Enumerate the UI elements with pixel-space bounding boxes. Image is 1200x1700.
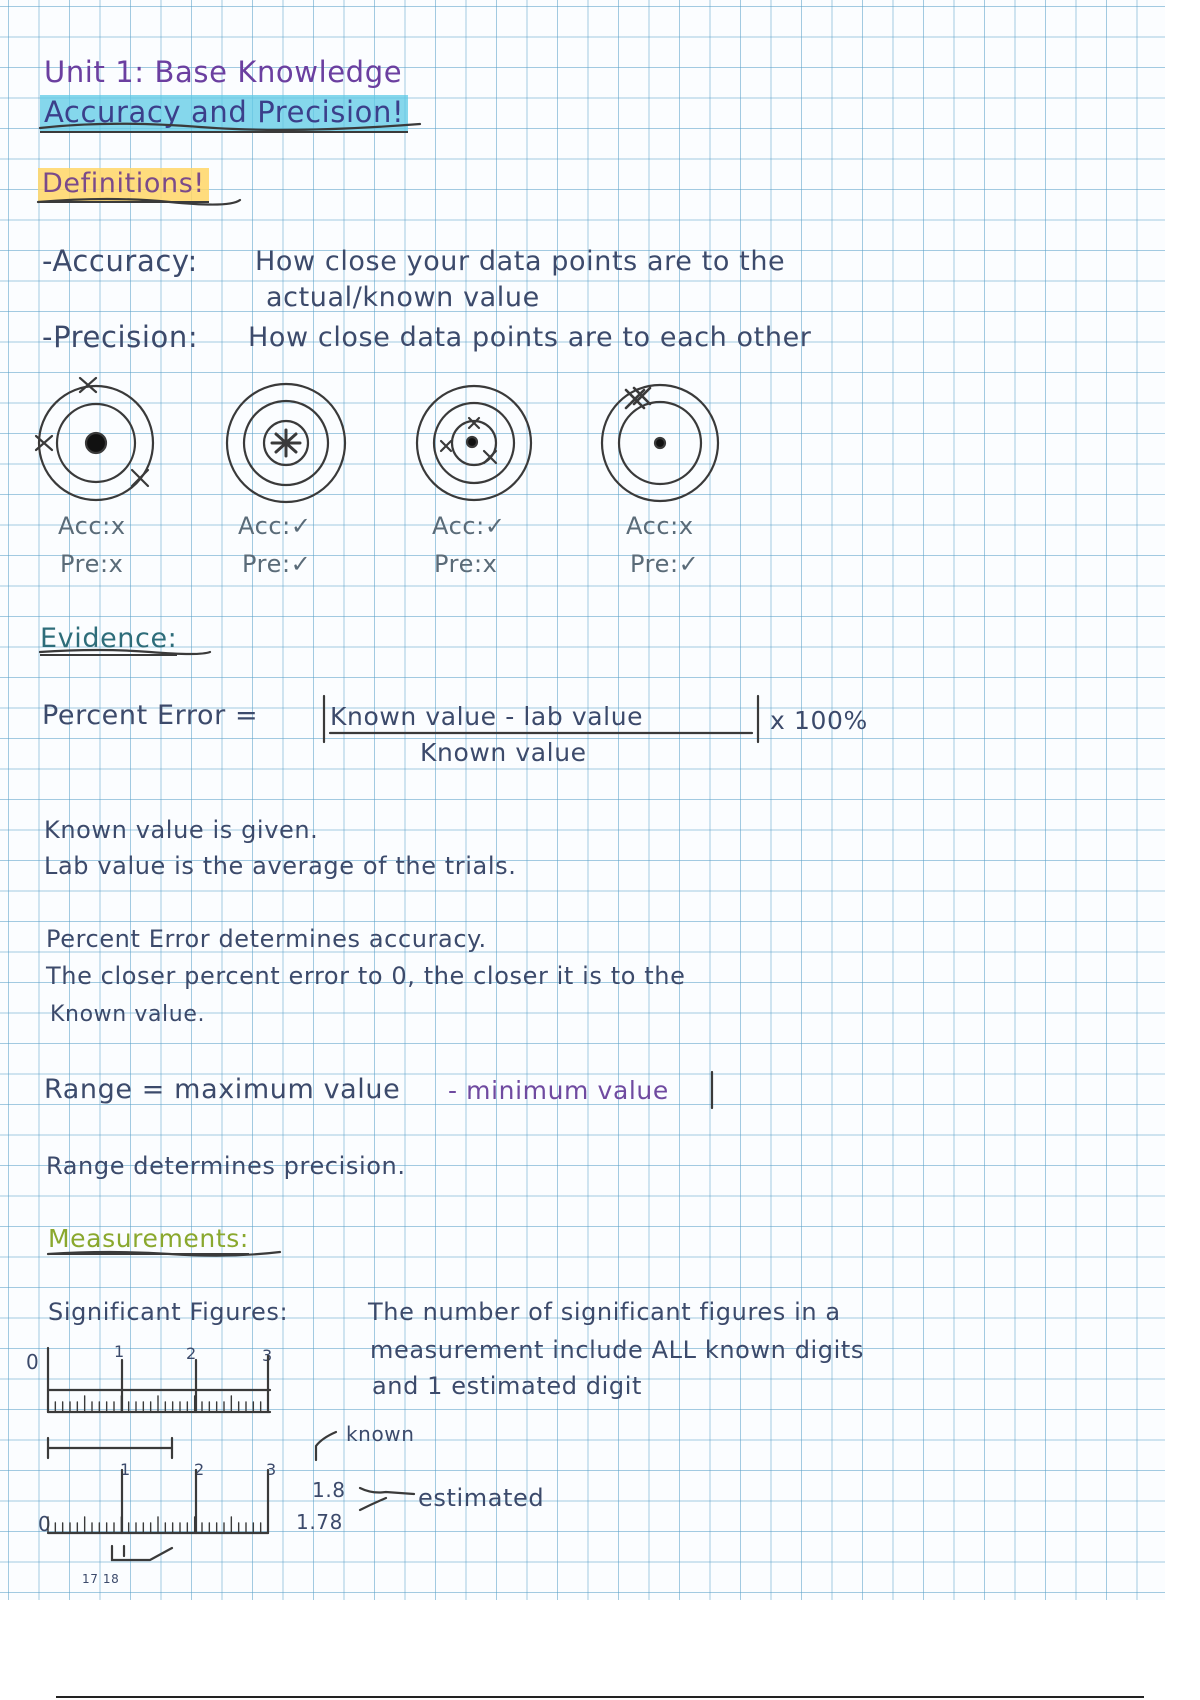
ruler2-sub-labels: 17 18 [82,1572,120,1586]
precision-definition: How close data points are to each other [248,322,812,353]
accuracy-definition-line2: actual/known value [266,282,540,313]
ruler2-tick-3: 3 [266,1460,277,1479]
range-minus: - minimum value [448,1076,669,1105]
ruler2-tick-1: 1 [120,1460,131,1479]
target3-acc: Acc:✓ [432,512,506,540]
target3-pre: Pre:x [434,550,498,578]
definitions-heading: Definitions! [38,168,209,203]
accuracy-term: -Accuracy: [42,244,198,278]
ruler1-tick-1: 1 [114,1342,125,1361]
measurements-heading: Measurements: [48,1224,249,1253]
ruler1-tick-0: 0 [26,1350,40,1374]
accuracy-definition-line1: How close your data points are to the [255,246,786,277]
estimated-bracket [360,1488,414,1510]
target-2 [227,384,345,502]
target-3 [417,386,531,500]
range-formula: Range = maximum value [44,1074,401,1105]
target-4 [602,385,718,501]
definitions-underline [38,199,240,205]
target2-acc: Acc:✓ [238,512,312,540]
sig-fig-def-line3: and 1 estimated digit [372,1372,642,1400]
ruler2-tick-2: 2 [194,1460,205,1479]
range-note: Range determines precision. [46,1152,406,1180]
target4-acc: Acc:x [626,512,694,540]
ruler1-tick-2: 2 [186,1344,197,1363]
measurements-underline [48,1252,280,1256]
formula-multiplier: x 100% [770,706,868,735]
ruler-2-minor-ticks [48,1517,268,1533]
sig-fig-def-line1: The number of significant figures in a [368,1298,841,1326]
percent-error-label: Percent Error = [42,700,259,731]
ruler-1-minor-ticks [48,1396,268,1412]
formula-numerator: Known value - lab value [330,702,644,731]
topic-title: Accuracy and Precision! [40,95,408,133]
known-bracket [316,1432,336,1460]
note-known-value-2: Known value. [50,1002,206,1027]
value-1-78: 1.78 [296,1510,343,1534]
note-lab-value: Lab value is the average of the trials. [44,852,517,880]
known-label: known [346,1422,415,1446]
sig-fig-def-line2: measurement include ALL known digits [370,1336,865,1364]
value-1-8: 1.8 [312,1478,346,1502]
unit-title: Unit 1: Base Knowledge [44,55,403,89]
evidence-underline [40,650,210,654]
ruler-1 [48,1348,270,1458]
note-percent-error: Percent Error determines accuracy. [46,925,487,953]
target2-pre: Pre:✓ [242,550,312,578]
target-1 [36,378,153,500]
ruler-2 [48,1470,268,1560]
evidence-heading: Evidence: [40,623,178,654]
target4-pre: Pre:✓ [630,550,700,578]
sig-fig-term: Significant Figures: [48,1298,289,1326]
note-known-value: Known value is given. [44,816,319,844]
title-underline [40,124,420,130]
estimated-label: estimated [418,1484,545,1512]
precision-term: -Precision: [42,320,199,354]
note-closer: The closer percent error to 0, the closer it is to the [46,962,686,990]
target1-acc: Acc:x [58,512,126,540]
ruler1-tick-3: 3 [262,1346,273,1365]
target1-pre: Pre:x [60,550,124,578]
ruler2-tick-0: 0 [38,1512,52,1536]
formula-denominator: Known value [420,738,587,767]
